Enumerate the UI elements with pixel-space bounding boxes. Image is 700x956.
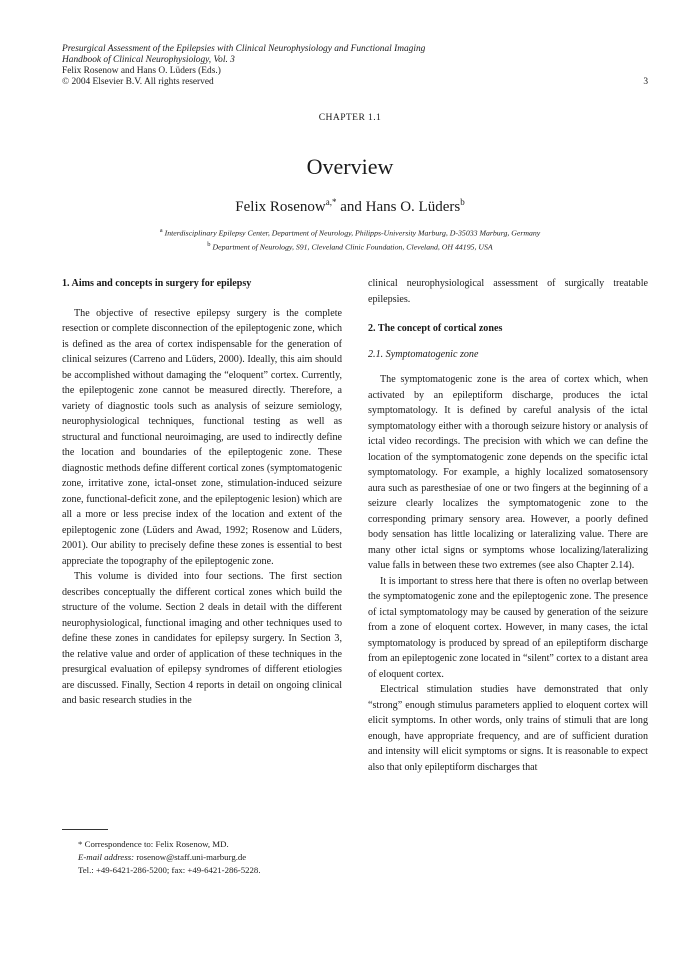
affiliations (0, 225, 700, 253)
affiliation-text: Interdisciplinary Epilepsy Center, Department of Neurology, Philipps-University Marburg, D-35033 Marburg, Germany (164, 228, 541, 238)
page-number: 3 (643, 77, 648, 87)
affiliation-text: Department of Neurology, S91, Cleveland Clinic Foundation, Cleveland, OH 44195, USA (212, 242, 493, 252)
body-paragraph: It is important to stress here that there is often no overlap between the symptomatogenic zone and the epileptogenic zone. The presence of ictal symptomatology may be caused by generation of the seizure from a zone of eloquent cortex. However, in many cases, the ictal symptomatology is produced by spread of an epileptiform discharge from an epileptogenic zone located in “silent” cortex to a distant area of eloquent cortex. (368, 575, 648, 680)
copyright-line: © 2004 Elsevier B.V. All rights reserved (62, 77, 214, 87)
editors-line: Felix Rosenow and Hans O. Lüders (Eds.) (62, 66, 221, 76)
author-name-2: Hans O. Lüders (365, 199, 461, 215)
body-paragraph: clinical neurophysiological assessment of surgically treatable epilepsies. (368, 278, 648, 305)
section-heading: 1. Aims and concepts in surgery for epilepsy (62, 278, 252, 289)
running-head (62, 44, 648, 88)
email-label: E-mail address: (78, 852, 135, 862)
article-title: Overview (306, 154, 394, 179)
email-address: rosenow@staff.uni-marburg.de (134, 852, 247, 862)
section-heading: 2. The concept of cortical zones (368, 323, 503, 334)
handbook-volume: Handbook of Clinical Neurophysiology, Vol. 3 (62, 55, 235, 65)
author-2-affiliation-mark: b (460, 197, 465, 207)
subsection-heading: 2.1. Symptomatogenic zone (368, 348, 479, 360)
body-paragraph: The objective of resective epilepsy surgery is the complete resection or complete disconnection of the epileptogenic zone, which is defined as the area of cortex indispensable for the generation of clinical seizures (Carreno and Lüders, 2000). Ideally, this aim should be accomplished without damaging the “eloquent” cortex. Currently, the epileptogenic zone cannot be measured directly. Therefore, a variety of diagnostic tools such as analysis of seizure semiology, neurophysiological techniques, functional testing as well as structural and functional neuroimaging, are used to indirectly define the location and boundaries of the epileptogenic zone. These diagnostic methods define different cortical zones (symptomatogenic zone, irritative zone, ictal-onset zone, stimulation-induced seizure zone, functional-deficit zone, and the epileptogenic lesion) which are all a more or less precise index of the location and extent of the epileptogenic zone (Lüders and Awad, 1992; Rosenow and Lüders, 2001). Our ability to precisely define these zones is essential to best appreciate the topography of the epileptogenic zone. (62, 307, 342, 567)
email-line (62, 851, 352, 864)
chapter-label: CHAPTER 1.1 (318, 112, 382, 123)
body-paragraph: The symptomatogenic zone is the area of cortex which, when activated by an epileptiform discharge, produces the ictal symptomatology. It is defined by careful analysis of the ictal symptomatology either with a thorough seizure history or analysis of ictal video recordings. The precision with which we can define the location of the symptomatogenic zone depends on the specific ictal symptomatology. For example, a highly localized somatosensory aura such as paresthesiae of one or two fingers at the beginning of a seizure clearly localizes the symptomatogenic zone to the corresponding primary sensory area. However, a poorly defined body sensation has little localizing or lateralizing value. There are many other ictal signs or symptoms whose localizing/lateralizing value falls in between these two extremes (see also Chapter 2.14). (368, 374, 648, 571)
phone-line: Tel.: +49-6421-286-5200; fax: +49-6421-286-5228. (78, 865, 261, 875)
footnote-divider (62, 829, 108, 830)
body-paragraph: Electrical stimulation studies have demonstrated that only “strong” enough stimulus parameters applied to eloquent cortex will elicit symptoms. In other words, only trains of stimuli that are long enough, have appropriate frequency, and are of sufficient duration and intensity will elicit symptoms or signs. It is reasonable to expect also that only epileptiform discharges that (368, 684, 648, 773)
author-1-affiliation-mark: a,* (325, 197, 337, 207)
series-title: Presurgical Assessment of the Epilepsies with Clinical Neurophysiology and Functional Imaging (62, 44, 426, 54)
affiliation-b (0, 239, 700, 253)
author-connector: and (336, 199, 366, 215)
correspondence-line: * Correspondence to: Felix Rosenow, MD. (78, 839, 229, 849)
affiliation-mark: a (159, 227, 163, 234)
right-column (368, 276, 648, 775)
affiliation-mark: b (207, 240, 211, 248)
author-line (0, 193, 700, 216)
left-column (62, 276, 342, 709)
affiliation-a (0, 225, 700, 239)
author-name-1: Felix Rosenow (235, 199, 326, 215)
footnote (62, 838, 352, 877)
body-paragraph: This volume is divided into four sections. The first section describes conceptually the different cortical zones which build the structure of the volume. Section 2 deals in detail with the different neurophysiological, functional imaging and other techniques used to define these zones in candidates for epilepsy surgery. In Section 3, the relative value and order of application of these techniques in the presurgical evaluation of epilepsy syndromes of different etiologies are discussed. Finally, Section 4 reports in detail on ongoing clinical and basic research studies in the (62, 571, 342, 706)
